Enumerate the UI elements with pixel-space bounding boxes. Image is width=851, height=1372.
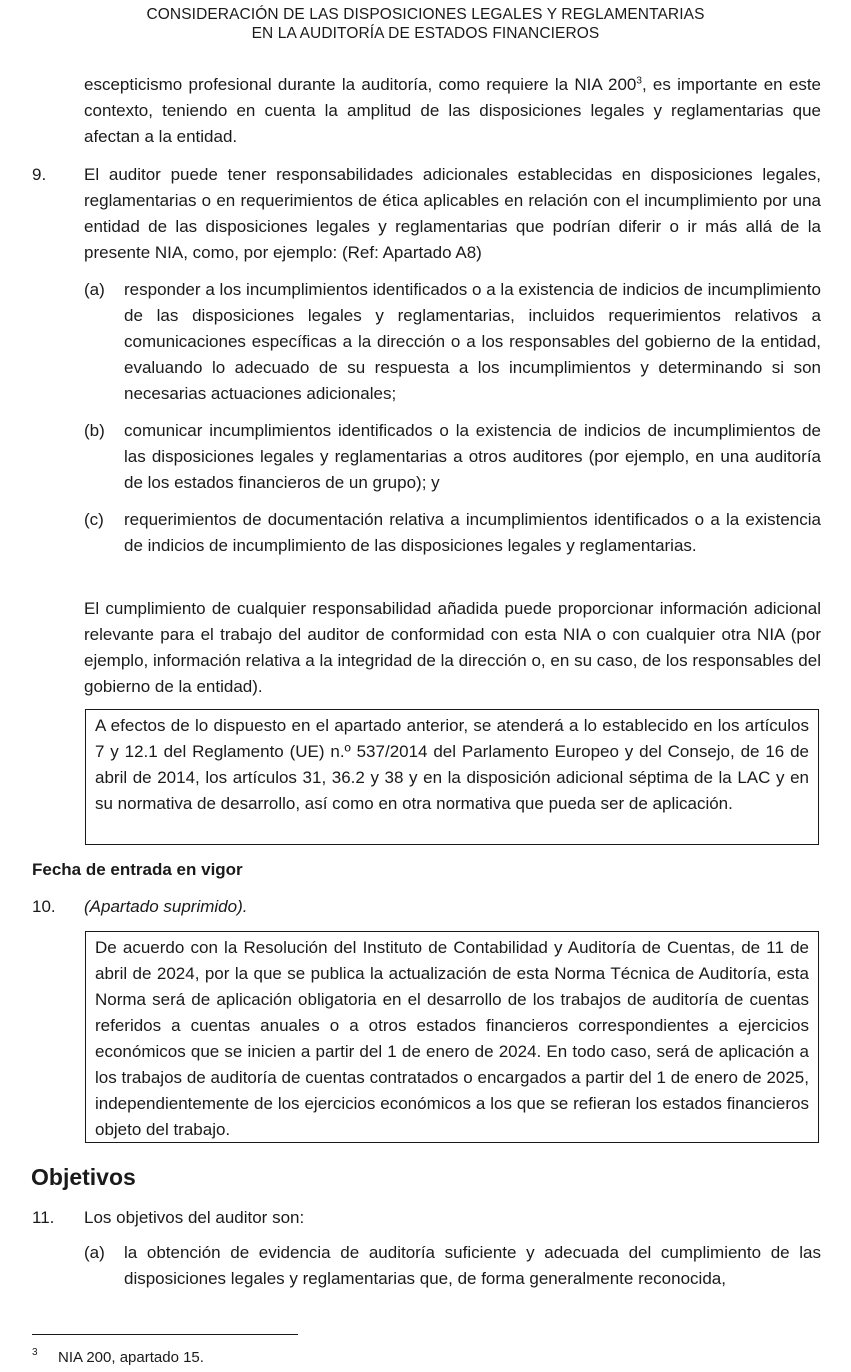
item-a-label: (a)	[84, 280, 105, 299]
item-a-text: responder a los incumplimientos identificados o a la existencia de indicios de incumplimiento de las disposiciones legales y reglamentarias, incluidos requerimientos relativos a comunicaciones específicas a la dirección o a los responsables del gobierno de la entidad, evaluando lo adecuado de su respuesta a los incumplimientos y determinando si son necesarias actuaciones adicionales;	[124, 280, 821, 403]
objectives-heading: Objetivos	[31, 1164, 136, 1190]
para-10-text: (Apartado suprimido).	[84, 897, 248, 916]
header-line-1: CONSIDERACIÓN DE LAS DISPOSICIONES LEGALES Y REGLAMENTARIAS	[146, 6, 705, 23]
para-11-number: 11.	[32, 1208, 55, 1227]
effective-date-note-box: De acuerdo con la Resolución del Instituto de Contabilidad y Auditoría de Cuentas, de 11 de abril de 2024, por la que se publica la actualización de esta Norma Técnica de Auditoría, esta Norma será de aplicación obligatoria en el desarrollo de los trabajos de auditoría de cuentas referidos a cuentas anuales o a otros estados financieros correspondientes a ejercicios económicos que se inicien a partir del 1 de enero de 2024. En todo caso, será de aplicación a los trabajos de auditoría de cuentas contratados o encargados a partir del 1 de enero de 2025, independientemente de los ejercicios económicos a los que se refieran los estados financieros objeto del trabajo.	[85, 931, 819, 1143]
para-9-number: 9.	[32, 165, 47, 184]
item-c-text: requerimientos de documentación relativa a incumplimientos identificados o a la existencia de indicios de incumplimiento de las disposiciones legales y reglamentarias.	[124, 510, 821, 555]
running-header	[0, 5, 851, 43]
para-9-text: El auditor puede tener responsabilidades adicionales establecidas en disposiciones legales, reglamentarias o en requerimientos de ética aplicables en relación con el incumplimiento por una entidad de las disposiciones legales y reglamentarias que podrían diferir o ir más allá de la presente NIA, como, por ejemplo: (Ref: Apartado A8)	[84, 165, 821, 262]
intro-text: escepticismo profesional durante la auditoría, como requiere la NIA 200	[84, 75, 637, 94]
item-b-label: (b)	[84, 421, 105, 440]
objective-a-text: la obtención de evidencia de auditoría suficiente y adecuada del cumplimiento de las disposiciones legales y reglamentarias que, de forma generalmente reconocida,	[124, 1243, 821, 1288]
intro-paragraph	[84, 72, 821, 150]
footnote-text: NIA 200, apartado 15.	[58, 1349, 204, 1366]
intro-text-after: , es importante en este contexto, teniendo en cuenta la amplitud de las disposiciones legales y reglamentarias que afectan a la entidad.	[84, 75, 821, 146]
para-9-closing: El cumplimiento de cualquier responsabilidad añadida puede proporcionar información adicional relevante para el trabajo del auditor de conformidad con esta NIA o con cualquier otra NIA (por ejemplo, información relativa a la integridad de la dirección o, en su caso, de los responsables del gobierno de la entidad).	[84, 599, 821, 696]
item-c-label: (c)	[84, 510, 104, 529]
footnote-ref[interactable]: 3	[636, 75, 642, 87]
footnote-divider	[32, 1334, 298, 1335]
header-line-2: EN LA AUDITORÍA DE ESTADOS FINANCIEROS	[251, 25, 600, 42]
objective-a-label: (a)	[84, 1243, 105, 1262]
para-10-number: 10.	[32, 897, 56, 916]
item-b-text: comunicar incumplimientos identificados o la existencia de indicios de incumplimientos de las disposiciones legales y reglamentarias a otros auditores (por ejemplo, en una auditoría de los estados financieros de un grupo); y	[124, 421, 821, 492]
para-11-text: Los objetivos del auditor son:	[84, 1208, 305, 1227]
effective-date-heading: Fecha de entrada en vigor	[32, 860, 243, 879]
para-9-note-box: A efectos de lo dispuesto en el apartado anterior, se atenderá a lo establecido en los artículos 7 y 12.1 del Reglamento (UE) n.º 537/2014 del Parlamento Europeo y del Consejo, de 16 de abril de 2014, los artículos 31, 36.2 y 38 y en la disposición adicional séptima de la LAC y en su normativa de desarrollo, así como en otra normativa que pueda ser de aplicación.	[85, 709, 819, 845]
footnote-mark: 3	[32, 1347, 38, 1358]
